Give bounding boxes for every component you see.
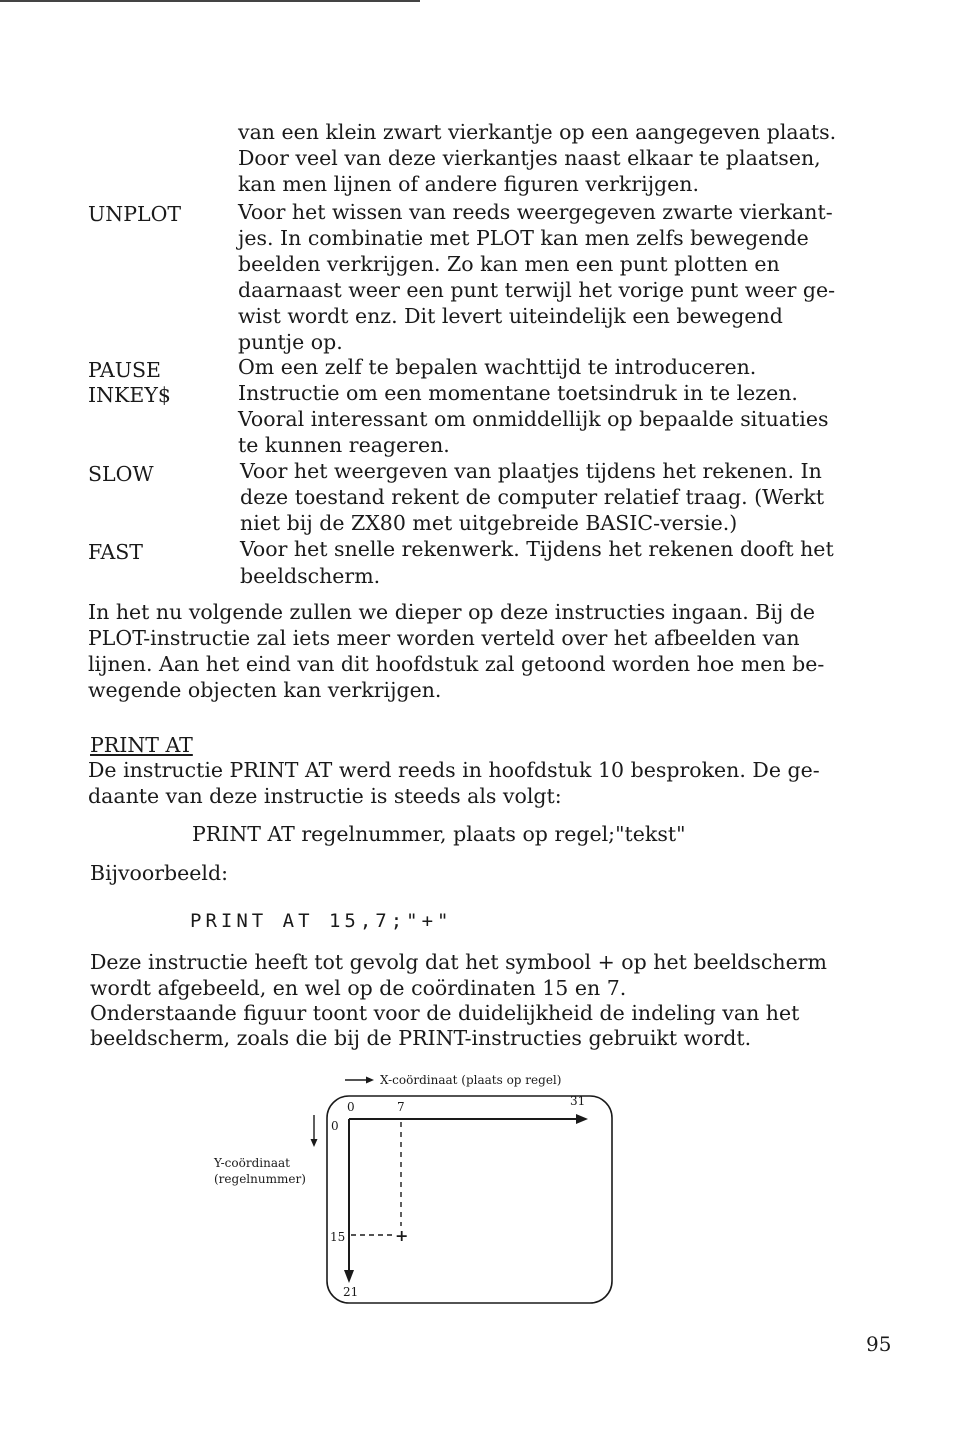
page-number: 95	[866, 1332, 892, 1356]
x-label-arrowhead	[366, 1077, 374, 1084]
section-heading: PRINT AT	[90, 733, 193, 757]
unplot-desc-3: beelden verkrijgen. Zo kan men een punt plotten en	[238, 252, 780, 276]
slow-desc-2: deze toestand rekent de computer relatief traag. (Werkt	[240, 485, 825, 509]
term-pause: PAUSE	[88, 358, 162, 382]
example-code: PRINT AT 15,7;"+"	[190, 910, 453, 932]
intro-line-1: In het nu volgende zullen we dieper op deze instructies ingaan. Bij de	[88, 600, 816, 624]
intro-line-4: wegende objecten kan verkrijgen.	[88, 678, 442, 702]
inkey-desc-1: Instructie om een momentane toetsindruk in te lezen.	[238, 381, 798, 405]
unplot-desc-6: puntje op.	[238, 330, 343, 354]
syntax-line: PRINT AT regelnummer, plaats op regel;"tekst"	[192, 822, 686, 846]
plot-desc-1: van een klein zwart vierkantje op een aangegeven plaats.	[238, 120, 837, 144]
unplot-desc-4: daarnaast weer een punt terwijl het vorige punt weer ge-	[238, 278, 836, 302]
x-tick-31: 31	[570, 1094, 586, 1108]
term-fast: FAST	[88, 540, 143, 564]
y-tick-0: 0	[331, 1119, 339, 1133]
intro-line-3: lijnen. Aan het eind van dit hoofdstuk zal getoond worden hoe men be-	[88, 652, 825, 676]
y-axis-arrowhead	[344, 1270, 354, 1283]
x-axis-arrowhead	[576, 1114, 588, 1124]
explain-line-4: beeldscherm, zoals die bij de PRINT-instructies gebruikt wordt.	[90, 1026, 752, 1050]
section-text-1: De instructie PRINT AT werd reeds in hoofdstuk 10 besproken. De ge-	[88, 758, 820, 782]
pause-desc-1: Om een zelf te bepalen wachttijd te introduceren.	[238, 355, 757, 379]
x-axis-label: X-coördinaat (plaats op regel)	[380, 1073, 562, 1087]
inkey-desc-2: Vooral interessant om onmiddellijk op bepaalde situaties	[238, 407, 829, 431]
y-axis-label-1: Y-coördinaat	[214, 1156, 290, 1170]
example-label: Bijvoorbeeld:	[90, 861, 229, 885]
slow-desc-3: niet bij de ZX80 met uitgebreide BASIC-versie.)	[240, 511, 738, 535]
unplot-desc-1: Voor het wissen van reeds weergegeven zwarte vierkant-	[238, 200, 833, 224]
explain-line-2: wordt afgebeeld, en wel op de coördinaten 15 en 7.	[90, 976, 627, 1000]
plot-desc-2: Door veel van deze vierkantjes naast elkaar te plaatsen,	[238, 146, 821, 170]
x-tick-7: 7	[397, 1100, 405, 1114]
inkey-desc-3: te kunnen reageren.	[238, 433, 450, 457]
intro-line-2: PLOT-instructie zal iets meer worden verteld over het afbeelden van	[88, 626, 800, 650]
slow-desc-1: Voor het weergeven van plaatjes tijdens het rekenen. In	[240, 459, 822, 483]
fast-desc-2: beeldscherm.	[240, 564, 381, 588]
y-tick-15: 15	[330, 1230, 346, 1244]
y-axis-label-2: (regelnummer)	[214, 1172, 306, 1186]
screen-layout-figure	[200, 1060, 630, 1310]
top-rule	[0, 0, 420, 2]
fast-desc-1: Voor het snelle rekenwerk. Tijdens het rekenen dooft het	[240, 537, 834, 561]
y-label-arrowhead	[311, 1139, 318, 1147]
plus-marker: +	[395, 1226, 409, 1245]
section-text-2: daante van deze instructie is steeds als volgt:	[88, 784, 562, 808]
unplot-desc-2: jes. In combinatie met PLOT kan men zelfs bewegende	[238, 226, 809, 250]
y-tick-21: 21	[343, 1285, 359, 1299]
term-slow: SLOW	[88, 462, 154, 486]
term-inkey: INKEY$	[88, 383, 171, 407]
explain-line-3: Onderstaande figuur toont voor de duidelijkheid de indeling van het	[90, 1001, 800, 1025]
plot-desc-3: kan men lijnen of andere figuren verkrijgen.	[238, 172, 700, 196]
unplot-desc-5: wist wordt enz. Dit levert uiteindelijk een bewegend	[238, 304, 783, 328]
x-tick-0: 0	[347, 1100, 355, 1114]
explain-line-1: Deze instructie heeft tot gevolg dat het symbool + op het beeldscherm	[90, 950, 827, 974]
term-unplot: UNPLOT	[88, 202, 182, 226]
screen-frame	[327, 1096, 612, 1303]
